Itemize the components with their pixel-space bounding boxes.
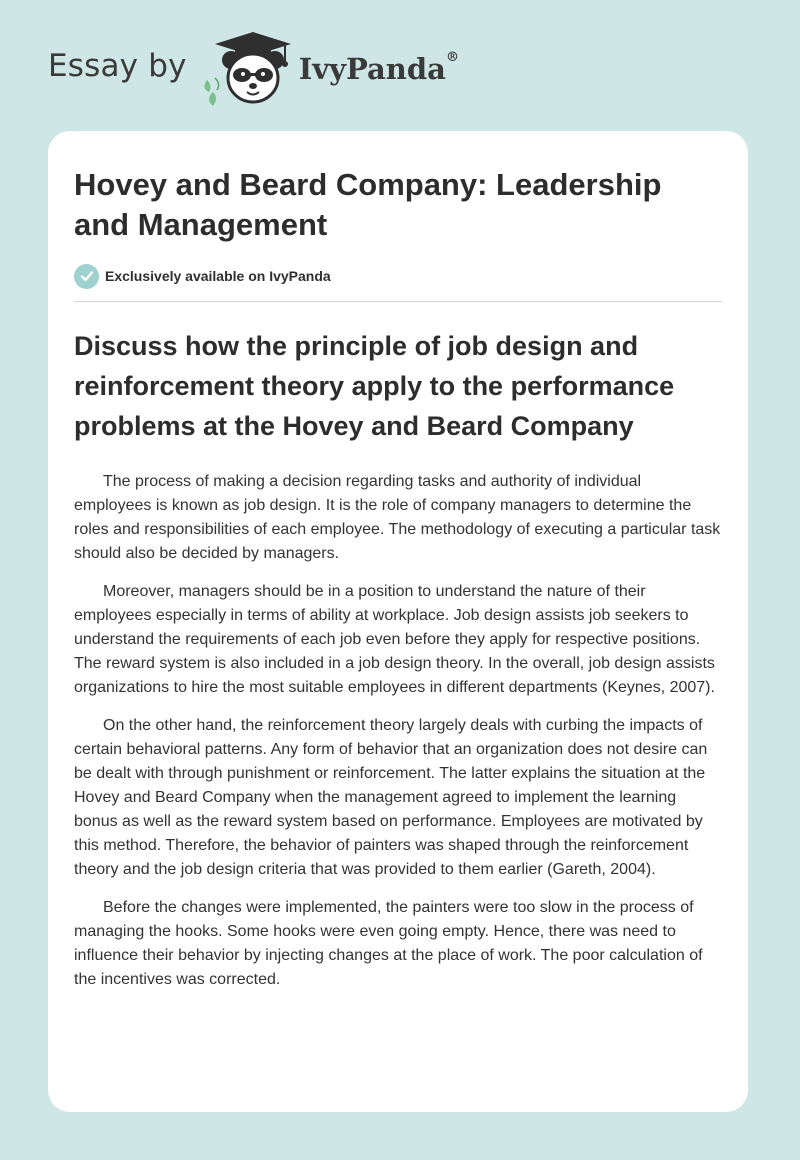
check-icon: [74, 264, 99, 289]
brand-prefix: Essay by: [48, 48, 187, 84]
panda-graduate-icon: [201, 30, 297, 110]
paragraph: Before the changes were implemented, the painters were too slow in the process of managing the hooks. Some hooks were even going empty. Hence, there was need to influence their behavior by injecting changes at the place of work. The poor calculation of the incentives was corrected.: [74, 899, 703, 988]
exclusive-badge: [74, 263, 722, 289]
brand-header: [48, 30, 459, 110]
brand-name: IvyPanda®: [298, 50, 459, 86]
paragraph: The process of making a decision regarding tasks and authority of individual employees is known as job design. It is the role of company managers to determine the roles and responsibilities of each employee. The methodology of executing a particular task should also be decided by managers.: [74, 473, 721, 562]
paragraph: Moreover, managers should be in a position to understand the nature of their employees especially in terms of ability at workplace. Job design assists job seekers to understand the requirements of each job even before they apply for respective positions. The reward system is also included in a job design theory. In the overall, job design assists organizations to hire the most suitable employees in different departments (Keynes, 2007).: [74, 583, 715, 696]
exclusive-badge-text: Exclusively available on IvyPanda: [105, 268, 331, 284]
paragraph: On the other hand, the reinforcement theory largely deals with curbing the impacts of certain behavioral patterns. Any form of behavior that an organization does not desire can be dealt with through punishment or reinforcement. The latter explains the situation at the Hovey and Beard Company when the management agreed to implement the learning bonus as well as the reward system based on performance. Employees are motivated by this method. Therefore, the behavior of painters was shaped through the reinforcement theory and the job design criteria that was provided to them earlier (Gareth, 2004).: [74, 717, 708, 878]
article-card: [48, 131, 748, 1112]
section-heading: Discuss how the principle of job design and reinforcement theory apply to the performance problems at the Hovey and Beard Company: [74, 331, 675, 441]
article-body: [74, 470, 722, 992]
divider: [74, 301, 722, 302]
article-title: Hovey and Beard Company: Leadership and Management: [74, 167, 662, 242]
